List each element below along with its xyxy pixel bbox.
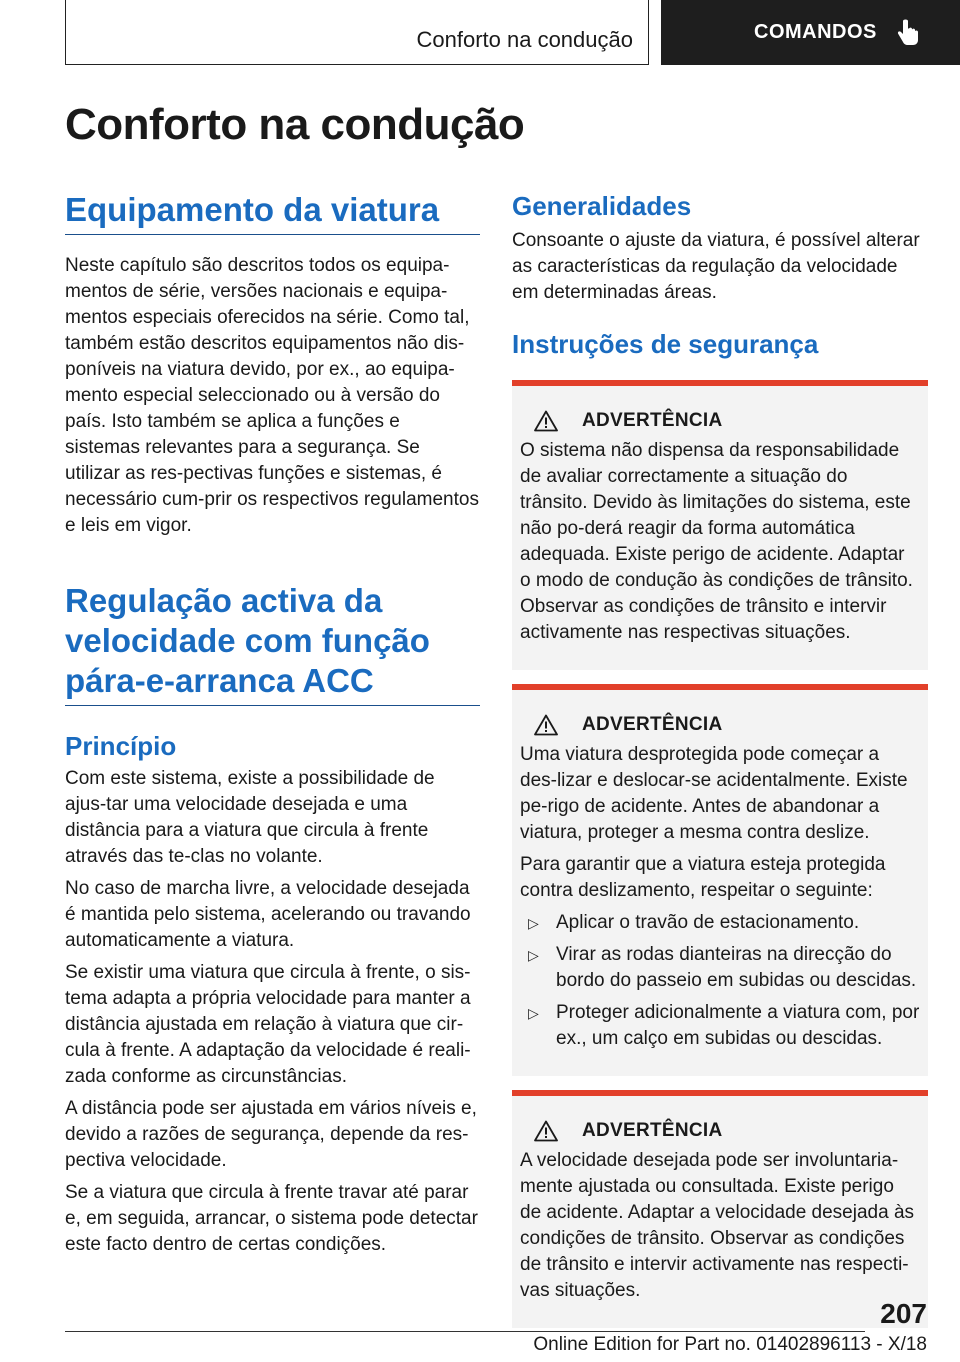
warning-text: O sistema não dispensa da responsabilidade de avaliar correctamente a situação do trânsito. Devido às limitações do sistema, este não po-derá reagir da forma automática adequada. Existe perigo de acidente. Adaptar o modo de condução às condições de trânsito. Observar as condições de trânsito e intervir activamente nas respectivas situações. (520, 440, 913, 643)
warning-title: ADVERTÊNCIA (582, 1120, 723, 1141)
page-number: 207 (880, 1298, 927, 1329)
heading-acc: Regulação activa da velocidade com função pára-e-arranca ACC (65, 582, 430, 699)
header-tab-label: COMANDOS (754, 21, 877, 43)
footer-edition: Online Edition for Part no. 01402896113 - X/18 (533, 1334, 927, 1355)
warning-box (512, 684, 928, 1076)
heading-equipamento: Equipamento da viatura (65, 191, 440, 228)
paragraph-equipamento: Neste capítulo são descritos todos os equipa-mentos de série, versões nacionais e equipa-mentos especiais oferecidos na série. Como tal, também estão descritos equipamentos não dis-poníveis na viatura devido, por ex., ao equipa-mento especial seleccionado ou à versão do país. Isto também se aplica a funções e sistemas relevantes para a segurança. Se utilizar as res-pectivas funções e sistemas, é necessário cum-prir os respectivos regulamentos e leis em vigor. (65, 255, 479, 536)
bullet-triangle-icon: ▷ (528, 947, 539, 963)
warning-title: ADVERTÊNCIA (582, 410, 723, 431)
footer-rule (65, 1331, 865, 1332)
paragraph: A distância pode ser ajustada em vários níveis e, devido a razões de segurança, depende da res-pectiva velocidade. (65, 1098, 477, 1171)
warning-triangle-icon (534, 714, 558, 736)
header-rule (65, 64, 649, 65)
right-column (512, 190, 928, 1328)
list-item (520, 1000, 920, 1052)
warning-box (512, 1090, 928, 1328)
warning-text: Uma viatura desprotegida pode começar a des-lizar e deslocar-se acidentalmente. Existe pe-rigo de acidente. Antes de abandonar a viatura, proteger a mesma contra deslize. (520, 744, 908, 843)
header-divider-left (65, 0, 66, 65)
list-item (520, 910, 920, 936)
heading-generalidades: Generalidades (512, 191, 692, 221)
bullet-triangle-icon: ▷ (528, 915, 539, 931)
warning-triangle-icon (534, 1120, 558, 1142)
header-divider-mid (648, 0, 649, 65)
header-section-title: Conforto na condução (416, 27, 633, 52)
header-tab-comandos (661, 0, 960, 65)
warning-title: ADVERTÊNCIA (582, 714, 723, 735)
paragraph: Com este sistema, existe a possibilidade de ajus-tar uma velocidade desejada e uma distância para a viatura que circula à frente através das te-clas no volante. (65, 768, 435, 867)
left-column (65, 190, 480, 1258)
hand-pointer-icon (895, 19, 921, 47)
list-item (520, 942, 920, 994)
list-item-text: Proteger adicionalmente a viatura com, por ex., um calço em subidas ou descidas. (556, 1002, 920, 1049)
heading-seguranca: Instruções de segurança (512, 329, 819, 359)
warning-text: Para garantir que a viatura esteja protegida contra deslizamento, respeitar o seguinte: (520, 854, 886, 901)
heading-rule (65, 705, 480, 706)
bullet-triangle-icon: ▷ (528, 1005, 539, 1021)
warning-triangle-icon (534, 410, 558, 432)
heading-principio: Princípio (65, 731, 177, 761)
paragraph: Se existir uma viatura que circula à frente, o sis-tema adapta a própria velocidade para manter a distância ajustada em relação à viatura que cir-cula à frente. A adaptação da velocidade é reali-zada conforme as circunstâncias. (65, 962, 471, 1087)
warning-text: A velocidade desejada pode ser involuntaria-mente ajustada ou consultada. Existe perigo de acidente. Adaptar a velocidade desejada às condições de trânsito. Observar as condições de trânsito e intervir activamente nas respecti-vas situações. (520, 1150, 915, 1301)
heading-rule (65, 234, 480, 235)
paragraph: No caso de marcha livre, a velocidade desejada é mantida pelo sistema, acelerando ou travando automaticamente a viatura. (65, 878, 471, 951)
paragraph-generalidades: Consoante o ajuste da viatura, é possível alterar as características da regulação da velocidade em determinadas áreas. (512, 230, 920, 303)
warning-box (512, 380, 928, 670)
list-item-text: Virar as rodas dianteiras na direcção do bordo do passeio em subidas ou descidas. (556, 944, 917, 991)
page-title: Conforto na condução (65, 100, 525, 149)
list-item-text: Aplicar o travão de estacionamento. (556, 912, 860, 933)
paragraph: Se a viatura que circula à frente travar até parar e, em seguida, arrancar, o sistema pode detectar este facto dentro de certas condições. (65, 1182, 478, 1255)
